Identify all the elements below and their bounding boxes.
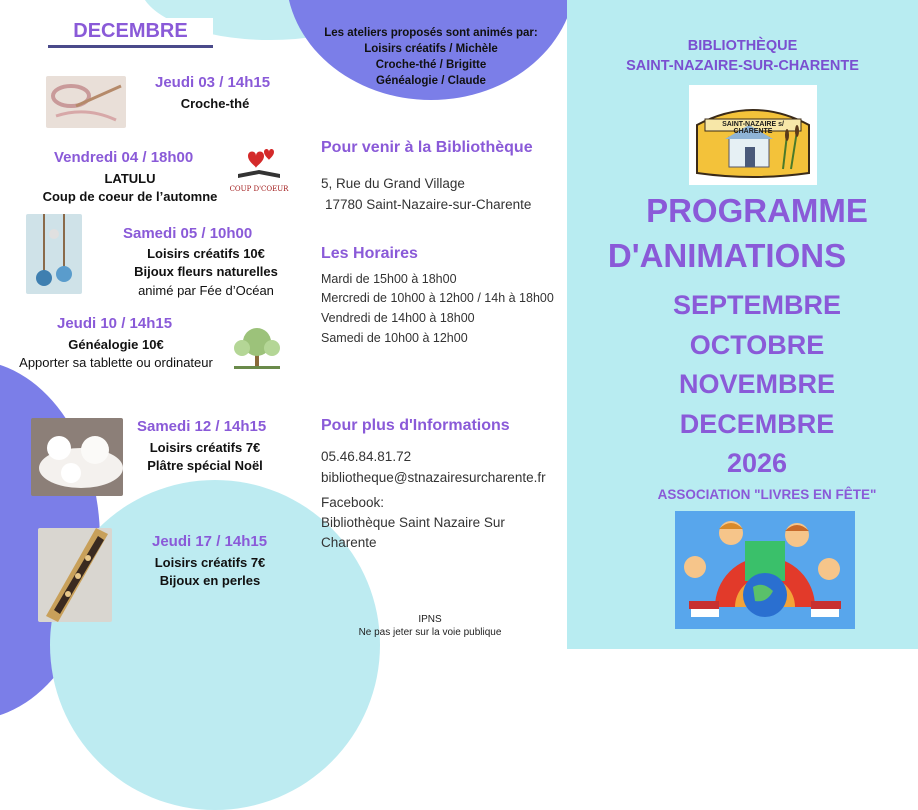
month-line: OCTOBRE	[689, 329, 825, 360]
month-line: NOVEMBRE	[678, 369, 835, 399]
event-line: Apporter sa tablette ou ordinateur	[19, 355, 213, 370]
library-line: SAINT-NAZAIRE-SUR-CHARENTE	[626, 58, 859, 74]
month-label: DECEMBRE	[73, 20, 188, 42]
hours-title: Les Horaires	[321, 245, 418, 262]
event-line: animé par Fée d’Océan	[138, 283, 274, 298]
months-list	[567, 286, 918, 484]
family-tree-icon	[228, 326, 286, 370]
hours-line: Mercredi de 10h00 à 12h00 / 14h à 18h00	[321, 291, 554, 305]
email-link[interactable]: bibliotheque@stnazairesurcharente.fr	[321, 470, 546, 485]
event-date: Vendredi 04 / 18h00	[54, 149, 194, 166]
hearts-books-icon	[228, 146, 290, 180]
event-line: Bijoux en perles	[159, 573, 261, 588]
event-line: Loisirs créatifs 7€	[154, 555, 266, 570]
bubble-line: Généalogie / Claude	[376, 75, 486, 87]
event-line: Loisirs créatifs 10€	[147, 246, 265, 261]
phone-number[interactable]: 05.46.84.81.72	[321, 449, 412, 464]
access-title: Pour venir à la Bibliothèque	[321, 139, 533, 156]
month-line: DECEMBRE	[679, 408, 835, 439]
footer	[340, 613, 520, 639]
village-logo	[689, 85, 817, 185]
hours-line: Vendredi de 14h00 à 18h00	[321, 311, 475, 325]
children-books-globe-icon	[675, 511, 855, 629]
plaster-photo	[31, 418, 123, 496]
event-date: Jeudi 10 / 14h15	[57, 315, 173, 332]
chapel-logo-icon	[689, 85, 817, 185]
contact-title: Pour plus d'Informations	[321, 417, 510, 434]
crochet-photo	[46, 76, 126, 128]
bubble-line: Loisirs créatifs / Michèle	[364, 43, 498, 55]
event-line: LATULU	[104, 171, 156, 186]
facebook-page[interactable]: Charente	[321, 535, 377, 550]
bubble-intro: Les ateliers proposés sont animés par:	[324, 27, 538, 39]
event-line: Généalogie 10€	[68, 337, 164, 352]
address-line: 17780 Saint-Nazaire-sur-Charente	[325, 197, 532, 212]
event-date: Samedi 05 / 10h00	[123, 225, 253, 242]
footer-note: Ne pas jeter sur la voie publique	[358, 627, 502, 638]
program-title-2	[567, 234, 887, 278]
coup-de-coeur-logo	[228, 146, 290, 194]
facebook-page[interactable]: Bibliothèque Saint Nazaire Sur	[321, 515, 505, 530]
library-name	[567, 36, 918, 76]
program-title	[567, 189, 918, 233]
address-line: 5, Rue du Grand Village	[321, 176, 465, 191]
bubble-text	[300, 25, 562, 89]
year: 2026	[726, 448, 788, 478]
event-line: Coup de coeur de l’automne	[42, 189, 218, 204]
footer-ipns: IPNS	[418, 614, 442, 625]
association-image	[675, 511, 855, 629]
facebook-label: Facebook:	[321, 495, 385, 510]
bead-bracelet-photo	[38, 528, 112, 622]
logo-text: SAINT-NAZAIRE s/ CHARENTE	[722, 121, 784, 135]
event-line: Croche-thé	[180, 96, 250, 111]
event-line: Loisirs créatifs 7€	[149, 440, 261, 455]
month-line: SEPTEMBRE	[672, 290, 842, 320]
event-date: Jeudi 17 / 14h15	[152, 533, 268, 550]
hours-line: Mardi de 15h00 à 18h00	[321, 272, 457, 286]
event-line: Bijoux fleurs naturelles	[134, 264, 278, 279]
association-name: ASSOCIATION "LIVRES EN FÊTE"	[657, 487, 877, 502]
event-date: Samedi 12 / 14h15	[137, 418, 267, 435]
hours-line: Samedi de 10h00 à 12h00	[321, 331, 468, 345]
event-line: Plâtre spécial Noël	[147, 458, 263, 473]
library-line: BIBLIOTHÈQUE	[687, 38, 798, 54]
jewelry-flowers-photo	[26, 214, 82, 294]
bubble-line: Croche-thé / Brigitte	[375, 59, 487, 71]
program-title-line: PROGRAMME	[646, 192, 868, 229]
program-title-line: D'ANIMATIONS	[607, 237, 847, 274]
event-date: Jeudi 03 / 14h15	[155, 74, 271, 91]
coup-de-coeur-label: COUP D'COEUR	[229, 185, 289, 193]
